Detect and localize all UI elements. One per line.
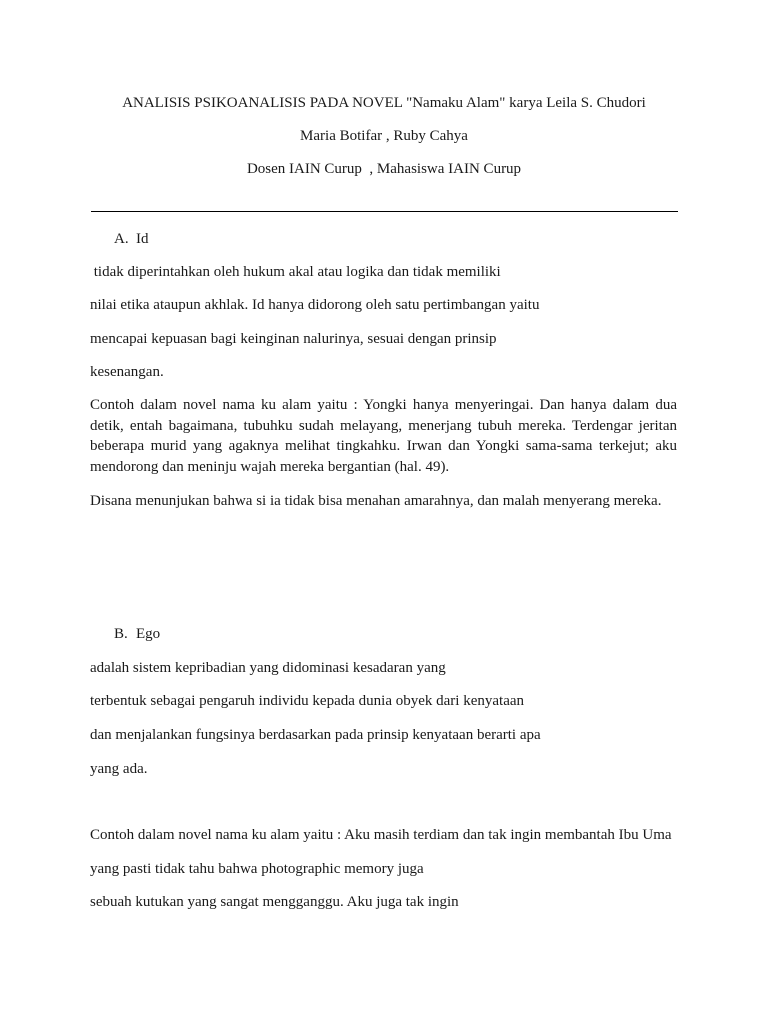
section-b-line: dan menjalankan fungsinya berdasarkan pada prinsip kenyataan berarti apa: [90, 727, 541, 743]
section-b-line: adalah sistem kepribadian yang didominasi kesadaran yang: [90, 660, 446, 676]
section-b-example-line: Contoh dalam novel nama ku alam yaitu : Aku masih terdiam dan tak ingin membantah Ibu Uma: [90, 827, 672, 843]
section-a-example-paragraph: Contoh dalam novel nama ku alam yaitu : Yongki hanya menyeringai. Dan hanya dalam dua detik, entah bagaimana, tubuhku sudah melayang, menerjang tubuh mereka. Terdengar jeritan beberapa murid yang agaknya melihat tingkahku. Irwan dan Yongki sama-sama terkejut; aku mendorong dan meninju wajah mereka bergantian (hal. 49).: [90, 397, 677, 475]
section-a-line: kesenangan.: [90, 364, 164, 380]
section-a-line: tidak diperintahkan oleh hukum akal atau logika dan tidak memiliki: [90, 264, 501, 280]
author-affiliation: Dosen IAIN Curup , Mahasiswa IAIN Curup: [246, 161, 522, 177]
section-b-heading: [114, 625, 160, 643]
section-a-title: Id: [136, 231, 149, 247]
section-a-marker: A.: [114, 231, 129, 247]
section-a-conclusion: Disana menunjukan bahwa si ia tidak bisa menahan amarahnya, dan malah menyerang mereka.: [90, 493, 662, 509]
section-b-line: terbentuk sebagai pengaruh individu kepada dunia obyek dari kenyataan: [90, 693, 525, 709]
section-b-marker: B.: [114, 626, 128, 642]
section-b-example-line: yang pasti tidak tahu bahwa photographic memory juga: [90, 861, 424, 877]
author-names: Maria Botifar , Ruby Cahya: [300, 128, 468, 144]
document-title: ANALISIS PSIKOANALISIS PADA NOVEL "Namaku Alam" karya Leila S. Chudori: [122, 95, 646, 111]
section-b-title: Ego: [136, 626, 161, 642]
section-a-line: nilai etika ataupun akhlak. Id hanya didorong oleh satu pertimbangan yaitu: [90, 297, 540, 313]
section-b-line: yang ada.: [90, 761, 148, 777]
section-a-line: mencapai kepuasan bagi keinginan nalurinya, sesuai dengan prinsip: [90, 331, 497, 347]
horizontal-divider: [91, 211, 678, 212]
section-a-heading: [114, 230, 149, 248]
section-b-example-line: sebuah kutukan yang sangat mengganggu. Aku juga tak ingin: [90, 894, 459, 910]
